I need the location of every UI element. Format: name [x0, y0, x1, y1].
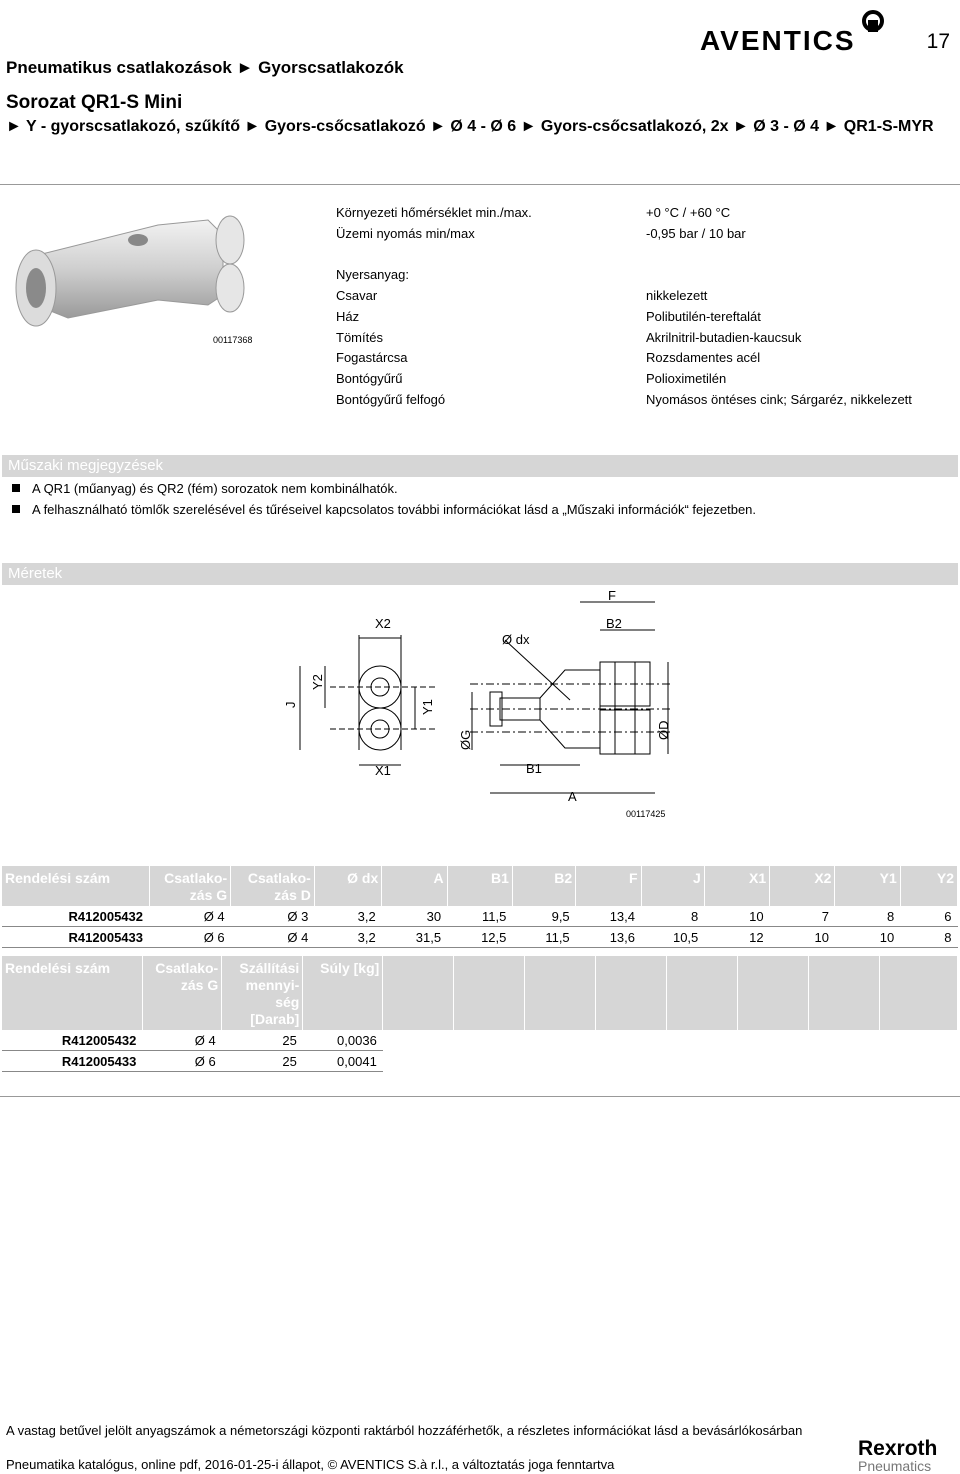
- spec-key: Fogastárcsa: [336, 350, 408, 365]
- dim-label-d: ØD: [656, 720, 671, 740]
- cell: 25: [222, 1030, 303, 1051]
- series-title: Sorozat QR1-S Mini: [6, 92, 183, 113]
- spec-row: [336, 371, 956, 391]
- table-row: [2, 1030, 958, 1051]
- cell-order-number: R412005432: [2, 906, 149, 927]
- cell: 13,6: [576, 927, 641, 948]
- dimensions-table: [2, 866, 958, 948]
- cell: 12: [704, 927, 769, 948]
- cell: Ø 3: [231, 906, 315, 927]
- product-image: [8, 200, 248, 335]
- spec-key: Környezeti hőmérséklet min./max.: [336, 205, 532, 220]
- cell: 9,5: [512, 906, 575, 927]
- footer-catalog: Pneumatika katalógus, online pdf, 2016-01-25-i állapot, © AVENTICS S.à r.l., a változtatás joga fenntartva: [6, 1457, 615, 1472]
- cell-order-number: R412005433: [2, 1051, 142, 1072]
- spec-value: Polioximetilén: [646, 371, 727, 386]
- empty-header: [383, 956, 454, 1030]
- cell: 10,5: [641, 927, 704, 948]
- dimension-drawing: [270, 590, 690, 820]
- dim-label-x1: X1: [375, 763, 391, 778]
- col-header: Súly [kg]: [303, 956, 383, 1030]
- cell-order-number: R412005432: [2, 1030, 142, 1051]
- col-header: Y2: [900, 866, 957, 906]
- dim-label-dx: Ø dx: [502, 632, 530, 647]
- bullet-square-icon: [12, 505, 20, 513]
- empty-header: [666, 956, 737, 1030]
- col-header: Csatlako-zás D: [231, 866, 315, 906]
- footer-note: A vastag betűvel jelölt anyagszámok a németországi központi raktárból hozzáférhetők, a részletes információkat lásd a bevásárlókosárban: [6, 1423, 803, 1438]
- drawing-id: 00117425: [626, 809, 666, 819]
- note-item: [12, 481, 398, 496]
- col-header: Csatlako-zás G: [149, 866, 231, 906]
- spec-row: [336, 226, 956, 246]
- empty-cell: [383, 1051, 958, 1072]
- spec-value: +0 °C / +60 °C: [646, 205, 731, 220]
- empty-header: [737, 956, 808, 1030]
- spec-row: [336, 392, 956, 412]
- col-header: Szállítási mennyi-ség [Darab]: [222, 956, 303, 1030]
- cell: Ø 4: [231, 927, 315, 948]
- dim-label-b2: B2: [606, 616, 622, 631]
- cell: 31,5: [382, 927, 447, 948]
- empty-cell: [383, 1030, 958, 1051]
- cell: 12,5: [447, 927, 512, 948]
- col-header: A: [382, 866, 447, 906]
- notes-title: Műszaki megjegyzések: [2, 455, 958, 477]
- spec-row: [336, 350, 956, 370]
- dim-label-x2: X2: [375, 616, 391, 631]
- order-table: [2, 956, 958, 1072]
- spec-value: Akrilnitril-butadien-kaucsuk: [646, 330, 802, 345]
- spec-row: [336, 205, 956, 225]
- col-header: Csatlako-zás G: [142, 956, 221, 1030]
- spec-row: [336, 309, 956, 329]
- dimensions-title: Méretek: [2, 563, 958, 585]
- cell: Ø 4: [142, 1030, 221, 1051]
- spec-value: Nyomásos öntéses cink; Sárgaréz, nikkelezett: [646, 392, 912, 407]
- spec-row: [336, 288, 956, 308]
- cell: 10: [704, 906, 769, 927]
- dim-label-j: J: [283, 701, 298, 708]
- empty-header: [808, 956, 879, 1030]
- pneumatics-logo: Pneumatics: [858, 1458, 932, 1474]
- aventics-logo: [700, 6, 890, 57]
- cell-order-number: R412005433: [2, 927, 149, 948]
- product-image-id: 00117368: [213, 335, 253, 345]
- cell: 0,0036: [303, 1030, 383, 1051]
- spec-value: Polibutilén-tereftalát: [646, 309, 761, 324]
- table-header-row: [2, 956, 958, 1030]
- col-header: Rendelési szám: [2, 956, 142, 1030]
- col-header: B2: [512, 866, 575, 906]
- empty-header: [525, 956, 596, 1030]
- dim-label-g: ØG: [458, 729, 473, 750]
- cell: 11,5: [512, 927, 575, 948]
- spec-row: [336, 267, 956, 287]
- empty-header: [879, 956, 957, 1030]
- col-header: F: [576, 866, 641, 906]
- dim-label-y1: Y1: [420, 699, 435, 715]
- col-header: Ø dx: [314, 866, 381, 906]
- dim-label-a: A: [568, 789, 577, 804]
- breadcrumb: Pneumatikus csatlakozások ► Gyorscsatlakozók: [6, 58, 404, 77]
- cell: 3,2: [314, 906, 381, 927]
- col-header: X1: [704, 866, 769, 906]
- spec-row: [336, 330, 956, 350]
- spec-key: Nyersanyag:: [336, 267, 409, 282]
- cell: 10: [835, 927, 900, 948]
- content-divider: [0, 1096, 960, 1097]
- spec-value: -0,95 bar / 10 bar: [646, 226, 746, 241]
- cell: 3,2: [314, 927, 381, 948]
- spec-key: Üzemi nyomás min/max: [336, 226, 475, 241]
- dim-label-y2: Y2: [310, 674, 325, 690]
- series-subtitle: ► Y - gyorscsatlakozó, szűkítő ► Gyors-csőcsatlakozó ► Ø 4 - Ø 6 ► Gyors-csőcsatlakozó, 2x ► Ø 3 - Ø 4 ► QR1-S-MYR: [6, 118, 934, 135]
- cell: 8: [835, 906, 900, 927]
- cell: 7: [770, 906, 835, 927]
- dim-label-b1: B1: [526, 761, 542, 776]
- col-header: Rendelési szám: [2, 866, 149, 906]
- col-header: J: [641, 866, 704, 906]
- rexroth-logo: Rexroth: [858, 1437, 938, 1460]
- empty-header: [454, 956, 525, 1030]
- note-text: A QR1 (műanyag) és QR2 (fém) sorozatok nem kombinálhatók.: [32, 481, 398, 496]
- cell: Ø 6: [142, 1051, 221, 1072]
- table-row: [2, 1051, 958, 1072]
- table-header-row: [2, 866, 958, 906]
- cell: 6: [900, 906, 957, 927]
- spec-value: Rozsdamentes acél: [646, 350, 761, 365]
- spec-value: nikkelezett: [646, 288, 708, 303]
- note-item: [12, 502, 756, 517]
- table-row: [2, 927, 958, 948]
- cell: 25: [222, 1051, 303, 1072]
- cell: 13,4: [576, 906, 641, 927]
- cell: 10: [770, 927, 835, 948]
- logo-text: AVENTICS: [700, 25, 856, 52]
- cell: 11,5: [447, 906, 512, 927]
- spec-key: Ház: [336, 309, 360, 324]
- spec-key: Bontógyűrű: [336, 371, 403, 386]
- spec-key: Tömítés: [336, 330, 383, 345]
- spec-key: Bontógyűrű felfogó: [336, 392, 446, 407]
- col-header: Y1: [835, 866, 900, 906]
- note-text: A felhasználható tömlők szerelésével és tűréseivel kapcsolatos további információkat lásd a „Műszaki információk“ fejezetben.: [32, 502, 757, 517]
- bullet-square-icon: [12, 484, 20, 492]
- cell: 30: [382, 906, 447, 927]
- table-row: [2, 906, 958, 927]
- cell: Ø 6: [149, 927, 231, 948]
- cell: 8: [900, 927, 957, 948]
- col-header: B1: [447, 866, 512, 906]
- dim-label-f: F: [608, 590, 616, 603]
- cell: Ø 4: [149, 906, 231, 927]
- empty-header: [595, 956, 666, 1030]
- spec-key: Csavar: [336, 288, 378, 303]
- cell: 0,0041: [303, 1051, 383, 1072]
- col-header: X2: [770, 866, 835, 906]
- page-number: 17: [926, 30, 950, 53]
- header-divider: [0, 184, 960, 185]
- cell: 8: [641, 906, 704, 927]
